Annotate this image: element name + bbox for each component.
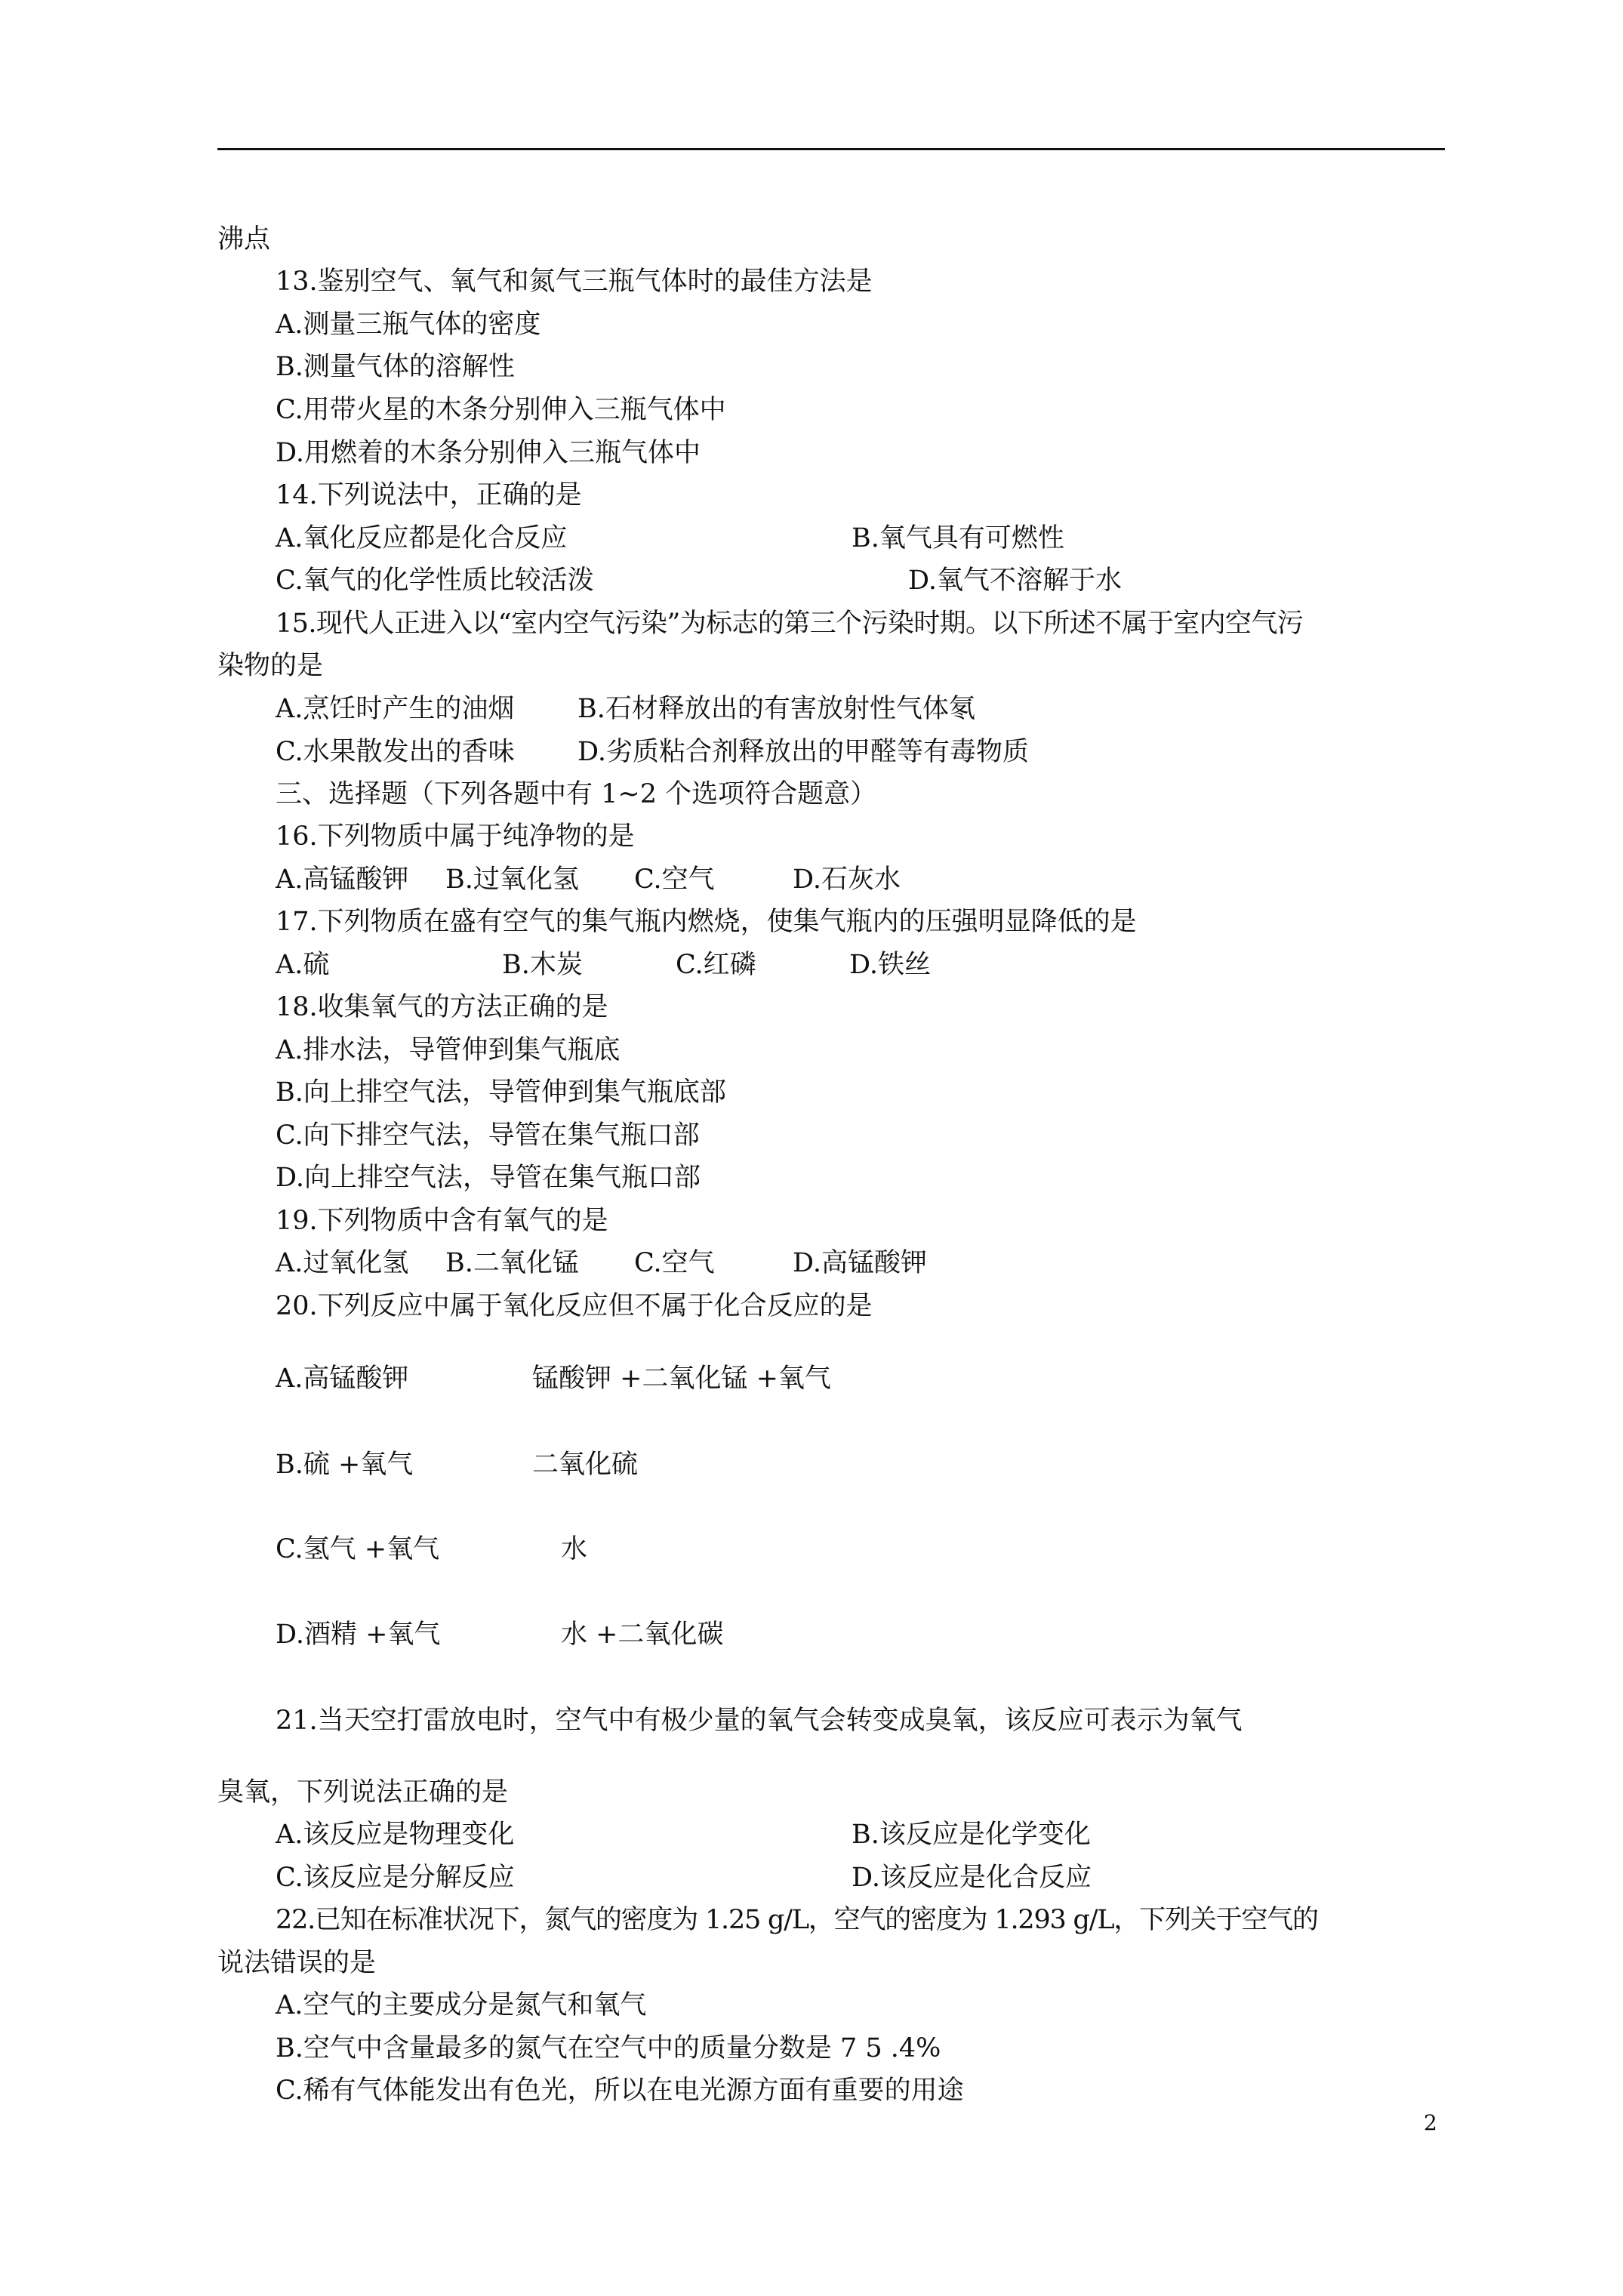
q22-option-c: C.稀有气体能发出有色光，所以在电光源方面有重要的用途 xyxy=(276,2076,964,2106)
q22-stem-line2: 说法错误的是 xyxy=(217,1948,377,1978)
q21-option-b: B.该反应是化学变化 xyxy=(852,1820,1091,1850)
q20-option-d-reactants: D.酒精 +氧气 xyxy=(276,1620,441,1650)
q20-option-b-reactants: B.硫 +氧气 xyxy=(276,1450,414,1480)
page-number: 2 xyxy=(1424,2110,1437,2135)
q19-option-d: D.高锰酸钾 xyxy=(793,1248,927,1278)
q15-stem-line2: 染物的是 xyxy=(217,651,324,681)
q19-option-a: A.过氧化氢 xyxy=(276,1248,409,1278)
q20-option-a-products: 锰酸钾 +二氧化锰 +氧气 xyxy=(532,1364,831,1394)
q20-option-a-reactants: A.高锰酸钾 xyxy=(276,1364,409,1394)
q21-stem-line1: 21.当天空打雷放电时，空气中有极少量的氧气会转变成臭氧，该反应可表示为氧气 xyxy=(276,1706,1243,1736)
q21-option-a: A.该反应是物理变化 xyxy=(276,1820,515,1850)
q20-option-b-products: 二氧化硫 xyxy=(532,1450,639,1480)
q17-option-c: C.红磷 xyxy=(676,950,756,980)
q22-stem-line1: 22.已知在标准状况下，氮气的密度为 1.25 g/L，空气的密度为 1.293 g/L，下列关于空气的 xyxy=(276,1905,1318,1935)
q22-option-b: B.空气中含量最多的氮气在空气中的质量分数是 7 5 .4% xyxy=(276,2033,941,2063)
q17-option-b: B.木炭 xyxy=(502,950,583,980)
q18-option-d: D.向上排空气法，导管在集气瓶口部 xyxy=(276,1163,701,1193)
q13-option-d: D.用燃着的木条分别伸入三瓶气体中 xyxy=(276,438,701,468)
q18-option-b: B.向上排空气法，导管伸到集气瓶底部 xyxy=(276,1077,726,1108)
q16-option-c: C.空气 xyxy=(634,864,715,895)
header-rule xyxy=(217,148,1445,150)
q15-option-a: A.烹饪时产生的油烟 xyxy=(276,694,515,724)
q18-option-c: C.向下排空气法，导管在集气瓶口部 xyxy=(276,1120,700,1151)
q17-option-d: D.铁丝 xyxy=(849,950,931,980)
q20-option-c-reactants: C.氢气 +氧气 xyxy=(276,1534,440,1564)
q20-option-c-products: 水 xyxy=(561,1534,588,1564)
section-heading: 三、选择题（下列各题中有 1~2 个选项符合题意） xyxy=(276,779,877,809)
q14-stem: 14.下列说法中，正确的是 xyxy=(276,480,582,510)
q16-option-b: B.过氧化氢 xyxy=(445,864,579,895)
q19-option-b: B.二氧化锰 xyxy=(445,1248,579,1278)
q16-option-a: A.高锰酸钾 xyxy=(276,864,409,895)
q16-stem: 16.下列物质中属于纯净物的是 xyxy=(276,821,635,852)
q19-stem: 19.下列物质中含有氧气的是 xyxy=(276,1206,608,1236)
q13-option-c: C.用带火星的木条分别伸入三瓶气体中 xyxy=(276,395,726,425)
q14-option-c: C.氧气的化学性质比较活泼 xyxy=(276,566,594,596)
q15-option-b: B.石材释放出的有害放射性气体氡 xyxy=(577,694,975,724)
q22-option-a: A.空气的主要成分是氮气和氧气 xyxy=(276,1990,647,2020)
q20-stem: 20.下列反应中属于氧化反应但不属于化合反应的是 xyxy=(276,1291,873,1321)
q16-option-d: D.石灰水 xyxy=(793,864,901,895)
q21-option-d: D.该反应是化合反应 xyxy=(852,1863,1092,1893)
q20-option-d-products: 水 +二氧化碳 xyxy=(561,1620,724,1650)
q15-option-c: C.水果散发出的香味 xyxy=(276,737,515,767)
q18-option-a: A.排水法，导管伸到集气瓶底 xyxy=(276,1035,621,1065)
q14-option-d: D.氧气不溶解于水 xyxy=(908,566,1122,596)
q19-option-c: C.空气 xyxy=(634,1248,715,1278)
q14-option-a: A.氧化反应都是化合反应 xyxy=(276,523,568,553)
q15-stem-line1: 15.现代人正进入以“室内空气污染”为标志的第三个污染时期。以下所述不属于室内空气污 xyxy=(276,609,1304,639)
q13-option-b: B.测量气体的溶解性 xyxy=(276,352,515,382)
q15-option-d: D.劣质粘合剂释放出的甲醛等有毒物质 xyxy=(577,737,1029,767)
q13-stem: 13.鉴别空气、氧气和氮气三瓶气体时的最佳方法是 xyxy=(276,267,873,297)
continuation-text: 沸点 xyxy=(217,224,271,254)
q13-option-a: A.测量三瓶气体的密度 xyxy=(276,310,541,340)
q14-option-b: B.氧气具有可燃性 xyxy=(852,523,1064,553)
q21-stem-line2: 臭氧，下列说法正确的是 xyxy=(217,1777,509,1808)
q17-stem: 17.下列物质在盛有空气的集气瓶内燃烧，使集气瓶内的压强明显降低的是 xyxy=(276,907,1137,937)
q21-option-c: C.该反应是分解反应 xyxy=(276,1863,515,1893)
q17-option-a: A.硫 xyxy=(276,950,330,980)
q18-stem: 18.收集氧气的方法正确的是 xyxy=(276,992,608,1022)
